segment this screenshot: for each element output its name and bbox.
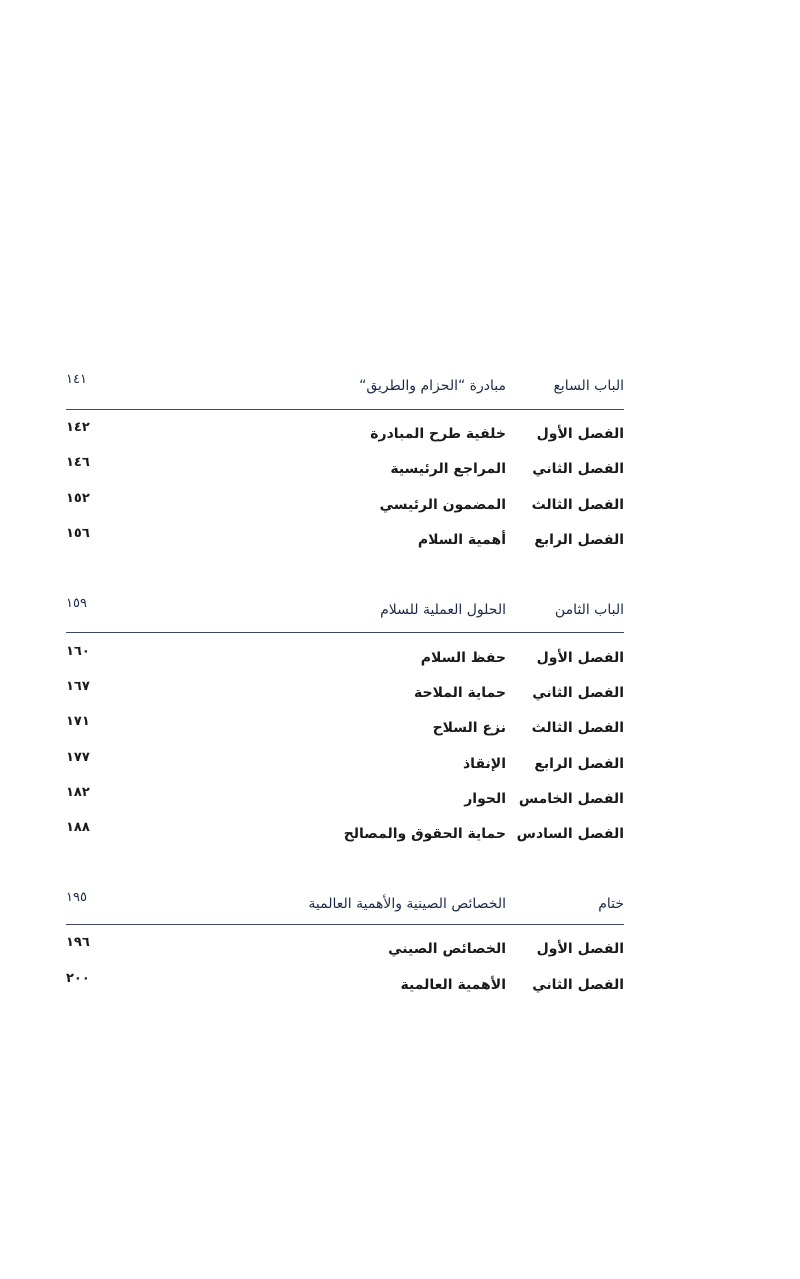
chapter-title: حفظ السلام [420,650,506,666]
chapter-label: الفصل الأول [536,426,624,442]
chapter-entry [62,971,624,1005]
part-title: الخصائص الصينية والأهمية العالمية [308,896,506,912]
chapter-label: الفصل الرابع [534,756,624,772]
chapter-title: خلفية طرح المبادرة [370,426,506,442]
chapter-entry [62,714,624,748]
page-number: ١٥٦ [66,526,90,541]
chapter-entry [62,491,624,525]
chapter-label: الفصل الثالث [531,720,624,736]
chapter-label: الفصل الثاني [532,977,624,993]
page-number: ١٧١ [66,714,90,729]
chapter-entry [62,935,624,969]
part-title: الحلول العملية للسلام [380,602,506,618]
part-heading [62,372,624,406]
page-number: ١٤٢ [66,420,90,435]
chapter-label: الفصل الثالث [531,497,624,513]
chapter-label: الفصل الأول [536,941,624,957]
chapter-title: نزع السلاح [432,720,506,736]
page-number: ١٤٦ [66,455,90,470]
section-divider [66,409,624,410]
part-heading [62,596,624,630]
chapter-entry [62,785,624,819]
part-title: مبادرة “الحزام والطريق“ [359,378,506,394]
page-number: ١٨٢ [66,785,90,800]
part-heading [62,890,624,924]
chapter-title: الخصائص الصيني [388,941,506,957]
page-number: ١٥٢ [66,491,90,506]
chapter-title: المراجع الرئيسية [390,461,506,477]
section-divider [66,632,624,633]
chapter-label: الفصل السادس [516,826,624,842]
chapter-label: الفصل الثاني [532,685,624,701]
chapter-entry [62,750,624,784]
page-number: ١٧٧ [66,750,90,765]
page-number: ٢٠٠ [66,971,90,986]
chapter-entry [62,644,624,678]
chapter-title: الأهمية العالمية [400,977,506,993]
page-number: ١٦٠ [66,644,90,659]
chapter-title: الإنقاذ [463,756,506,772]
part-label: الباب الثامن [554,602,624,618]
chapter-title: حماية الملاحة [413,685,506,701]
chapter-title: الحوار [464,791,506,807]
page-number: ١٩٦ [66,935,90,950]
chapter-label: الفصل الثاني [532,461,624,477]
chapter-entry [62,526,624,560]
section-divider [66,924,624,925]
chapter-entry [62,820,624,854]
chapter-title: حماية الحقوق والمصالح [343,826,506,842]
page-number: ١٩٥ [66,890,87,905]
chapter-label: الفصل الرابع [534,532,624,548]
part-label: الباب السابع [553,378,624,394]
page-number: ١٦٧ [66,679,90,694]
chapter-title: المضمون الرئيسي [379,497,506,513]
chapter-entry [62,455,624,489]
page-number: ١٤١ [66,372,87,387]
chapter-entry [62,420,624,454]
chapter-entry [62,679,624,713]
page-number: ١٥٩ [66,596,87,611]
chapter-title: أهمية السلام [417,532,506,548]
page-number: ١٨٨ [66,820,90,835]
part-label: ختام [598,896,624,912]
chapter-label: الفصل الخامس [518,791,624,807]
chapter-label: الفصل الأول [536,650,624,666]
